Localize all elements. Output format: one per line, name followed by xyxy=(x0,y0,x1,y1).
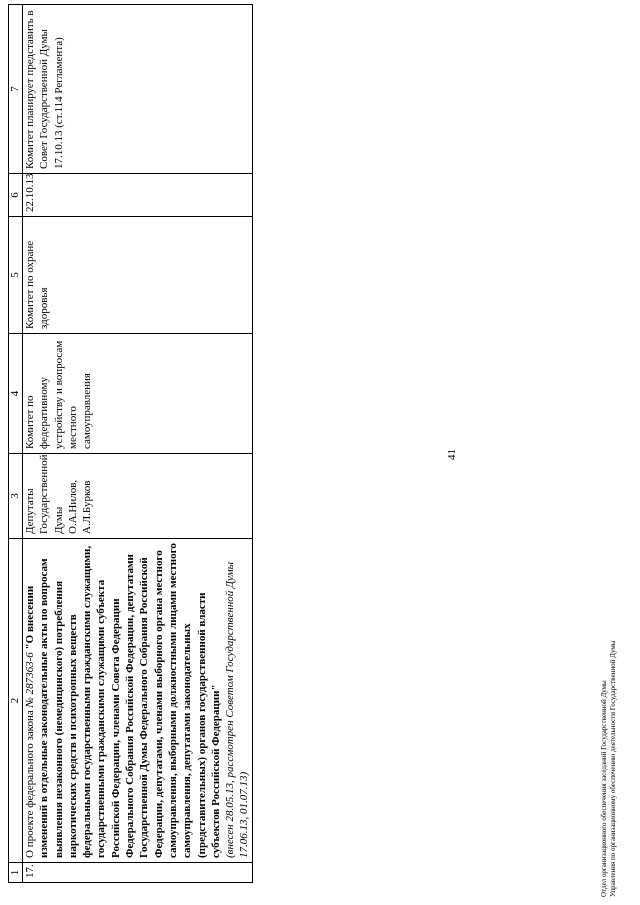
column-header-1: 1 xyxy=(9,863,23,883)
legislation-table xyxy=(8,4,253,883)
bill-description-cell xyxy=(23,539,253,863)
bill-note: (внесен 28.05.13, рассмотрен Советом Государственной Думы 17.06.13, 01.07.13) xyxy=(224,561,251,858)
page-number: 41 xyxy=(446,449,458,460)
authors-cell: Депутаты Государственной Думы О.А.Нилов, А.Л.Бурков xyxy=(23,454,253,539)
column-header-4: 4 xyxy=(9,334,23,454)
column-header-2: 2 xyxy=(9,539,23,863)
table-row xyxy=(23,5,253,883)
header-row xyxy=(9,5,23,883)
co-executor-cell: Комитет по охране здоровья xyxy=(23,217,253,334)
footer-line-2: Управления по организационному обеспечению деятельности Государственной Думы xyxy=(609,640,617,897)
footer-line-1: Отдел организационного обеспечения заседаний Государственной Думы xyxy=(600,680,608,897)
remark-cell: Комитет планирует представить в Совет Государственной Думы 17.10.13 (ст.114 Регламента) xyxy=(23,5,253,174)
row-number: 17. xyxy=(23,863,253,883)
footer xyxy=(600,641,618,897)
responsible-committee-cell: Комитет по федеративному устройству и вопросам местного самоуправления xyxy=(23,334,253,454)
bill-number: № 287363-6 xyxy=(24,652,36,708)
column-header-7: 7 xyxy=(9,5,23,174)
date-cell: 22.10.13 xyxy=(23,174,253,217)
column-header-3: 3 xyxy=(9,454,23,539)
column-header-5: 5 xyxy=(9,217,23,334)
bill-title: "О внесении изменений в отдельные законодательные акты по вопросам выявления незаконного (немедицинского) потребления наркотических средств и психотропных веществ федеральными государственными гражданскими служащими, государственными гражданскими служащими субъекта Российской Федерации, членами Совета Федерации Федерального Собрания Российской Федерации, депутатами Государственной Думы Федерального Собрания Российской Федерации, депутатами, членами выборного органа местного самоуправления, выборными должностными лицами местного самоуправления, депутатами законодательных (представительных) органов государственной власти субъектов Российской Федерации" xyxy=(24,543,222,858)
bill-lead: О проекте федерального закона xyxy=(24,707,36,858)
column-header-6: 6 xyxy=(9,174,23,217)
